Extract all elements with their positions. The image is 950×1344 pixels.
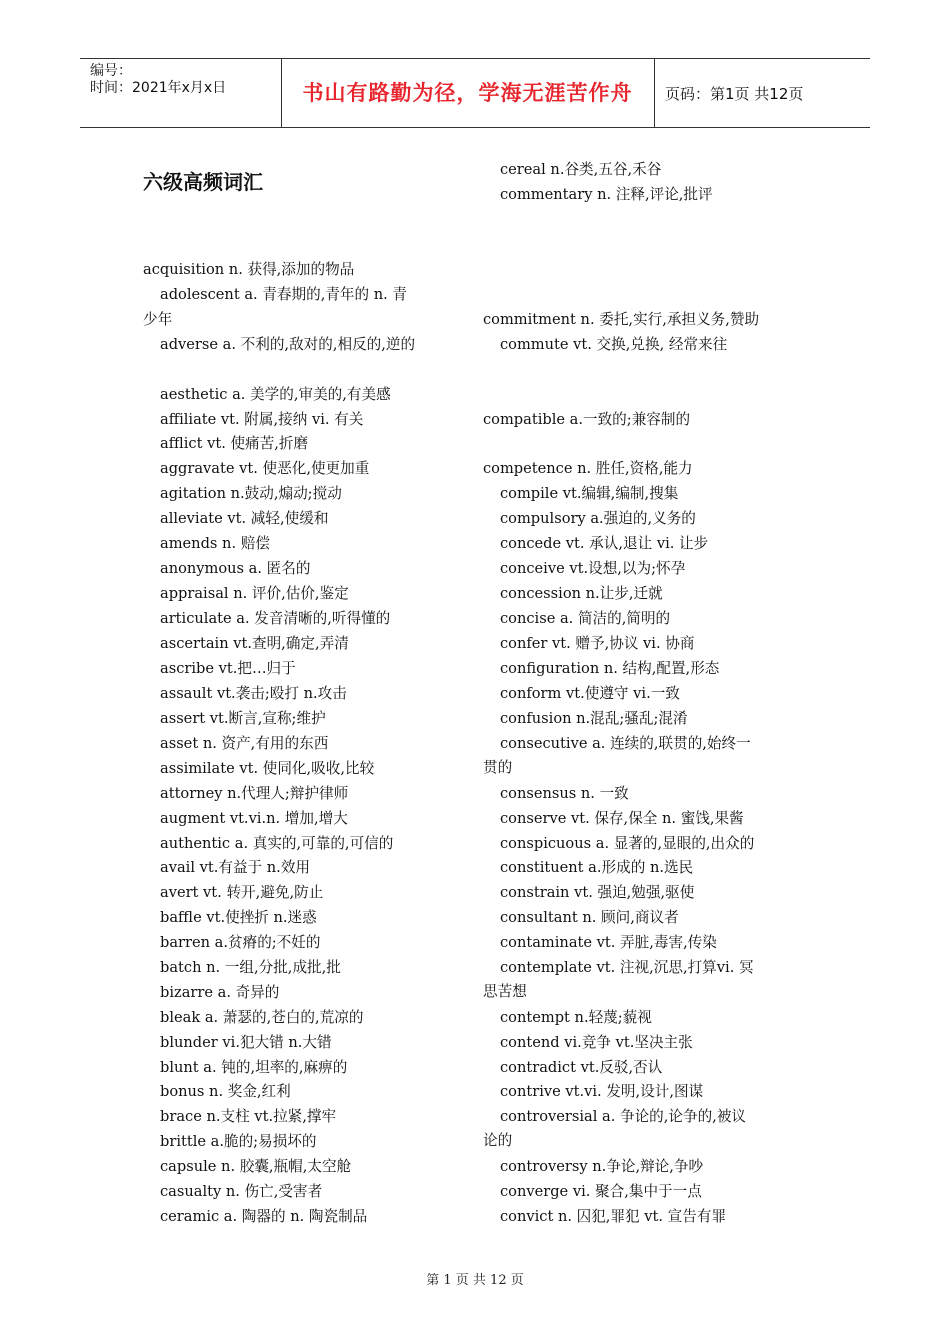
- vocab-entry: concede vt. 承认,退让 vi. 让步: [500, 535, 709, 552]
- vocab-entry: afflict vt. 使痛苦,折磨: [160, 435, 309, 452]
- vocab-entry: assault vt.袭击;殴打 n.攻击: [160, 685, 347, 702]
- vocab-entry: controversial a. 争论的,论争的,被议: [500, 1108, 747, 1125]
- vocab-entry: convict n. 囚犯,罪犯 vt. 宣告有罪: [500, 1208, 727, 1225]
- vocab-entry: bonus n. 奖金,红利: [160, 1083, 291, 1100]
- vocab-entry: compile vt.编辑,编制,搜集: [500, 485, 679, 502]
- vocab-entry: contradict vt.反驳,否认: [500, 1059, 663, 1076]
- vocab-entry: constituent a.形成的 n.选民: [500, 859, 694, 876]
- vocab-entry: concession n.让步,迁就: [500, 585, 663, 602]
- vocab-entry: bizarre a. 奇异的: [160, 984, 280, 1001]
- vocab-entry: batch n. 一组,分批,成批,批: [160, 959, 341, 976]
- vocab-entry: competence n. 胜任,资格,能力: [483, 460, 693, 477]
- vocab-entry: contend vi.竞争 vt.坚决主张: [500, 1034, 693, 1051]
- vocab-entry: contaminate vt. 弄脏,毒害,传染: [500, 934, 717, 951]
- vocab-entry: commentary n. 注释,评论,批评: [500, 186, 713, 203]
- vocab-entry: controversy n.争论,辩论,争吵: [500, 1158, 704, 1175]
- vocab-entry: concise a. 简洁的,简明的: [500, 610, 671, 627]
- vocab-entry: conserve vt. 保存,保全 n. 蜜饯,果酱: [500, 810, 744, 827]
- header-meta: [90, 63, 226, 97]
- vocab-entry: bleak a. 萧瑟的,苍白的,荒凉的: [160, 1009, 364, 1026]
- vocab-entry: brittle a.脆的;易损坏的: [160, 1133, 317, 1150]
- header-divider: [654, 59, 655, 127]
- vocab-entry: amends n. 赔偿: [160, 535, 270, 552]
- vocab-entry: avail vt.有益于 n.效用: [160, 859, 311, 876]
- vocab-entry: conceive vt.设想,以为;怀孕: [500, 560, 686, 577]
- vocab-entry: capsule n. 胶囊,瓶帽,太空舱: [160, 1158, 352, 1175]
- vocab-entry: attorney n.代理人;辩护律师: [160, 785, 349, 802]
- vocab-entry: blunt a. 钝的,坦率的,麻痹的: [160, 1059, 348, 1076]
- vocab-entry: compatible a.一致的;兼容制的: [483, 411, 691, 428]
- vocab-entry: conform vt.使遵守 vi.一致: [500, 685, 680, 702]
- vocab-entry: ascertain vt.查明,确定,弄清: [160, 635, 349, 652]
- vocab-entry: 思苦想: [483, 983, 527, 1000]
- vocab-entry: barren a.贫瘠的;不妊的: [160, 934, 321, 951]
- vocab-entry: conspicuous a. 显著的,显眼的,出众的: [500, 835, 755, 852]
- page-title: 六级高频词汇: [143, 170, 263, 194]
- vocab-entry: adverse a. 不利的,敌对的,相反的,逆的: [160, 336, 416, 353]
- vocab-entry: 论的: [483, 1132, 513, 1149]
- vocab-entry: contempt n.轻蔑;藐视: [500, 1009, 652, 1026]
- vocab-entry: 少年: [143, 311, 173, 328]
- vocab-entry: assert vt.断言,宣称;维护: [160, 710, 326, 727]
- vocab-entry: consensus n. 一致: [500, 785, 629, 802]
- vocab-entry: asset n. 资产,有用的东西: [160, 735, 329, 752]
- vocab-entry: aggravate vt. 使恶化,使更加重: [160, 460, 370, 477]
- vocab-entry: constrain vt. 强迫,勉强,驱使: [500, 884, 695, 901]
- header-page-info: 页码：第1页 共12页: [665, 85, 804, 103]
- vocab-entry: compulsory a.强迫的,义务的: [500, 510, 696, 527]
- page-header: [80, 58, 870, 128]
- header-number-label: 编号：: [90, 63, 132, 79]
- vocab-entry: converge vi. 聚合,集中于一点: [500, 1183, 702, 1200]
- vocab-entry: cereal n.谷类,五谷,禾谷: [500, 161, 662, 178]
- vocab-entry: authentic a. 真实的,可靠的,可信的: [160, 835, 394, 852]
- header-motto: 书山有路勤为径，学海无涯苦作舟: [302, 81, 633, 105]
- vocab-entry: appraisal n. 评价,估价,鉴定: [160, 585, 349, 602]
- vocab-entry: avert vt. 转开,避免,防止: [160, 884, 324, 901]
- vocab-entry: agitation n.鼓动,煽动;搅动: [160, 485, 342, 502]
- vocab-entry: adolescent a. 青春期的,青年的 n. 青: [160, 286, 408, 303]
- vocab-entry: contemplate vt. 注视,沉思,打算vi. 冥: [500, 959, 754, 976]
- vocab-entry: commute vt. 交换,兑换, 经常来往: [500, 336, 728, 353]
- vocab-entry: ceramic a. 陶器的 n. 陶瓷制品: [160, 1208, 368, 1225]
- vocab-entry: confer vt. 赠予,协议 vi. 协商: [500, 635, 695, 652]
- vocab-entry: configuration n. 结构,配置,形态: [500, 660, 720, 677]
- vocab-entry: contrive vt.vi. 发明,设计,图谋: [500, 1083, 704, 1100]
- vocab-entry: consultant n. 顾问,商议者: [500, 909, 679, 926]
- page-footer: 第 1 页 共 12 页: [426, 1273, 524, 1288]
- vocab-entry: acquisition n. 获得,添加的物品: [143, 261, 355, 278]
- vocab-entry: articulate a. 发音清晰的,听得懂的: [160, 610, 391, 627]
- vocab-entry: consecutive a. 连续的,联贯的,始终一: [500, 735, 751, 752]
- vocab-entry: alleviate vt. 减轻,使缓和: [160, 510, 329, 527]
- vocab-entry: assimilate vt. 使同化,吸收,比较: [160, 760, 375, 777]
- vocab-entry: augment vt.vi.n. 增加,增大: [160, 810, 348, 827]
- vocab-entry: confusion n.混乱;骚乱;混淆: [500, 710, 688, 727]
- vocab-entry: affiliate vt. 附属,接纳 vi. 有关: [160, 411, 364, 428]
- vocab-entry: ascribe vt.把…归于: [160, 660, 296, 677]
- vocab-entry: aesthetic a. 美学的,审美的,有美感: [160, 386, 391, 403]
- header-time-label: 时间：2021年x月x日: [90, 80, 227, 96]
- vocab-entry: casualty n. 伤亡,受害者: [160, 1183, 323, 1200]
- vocab-entry: blunder vi.犯大错 n.大错: [160, 1034, 332, 1051]
- vocab-entry: anonymous a. 匿名的: [160, 560, 311, 577]
- vocab-entry: commitment n. 委托,实行,承担义务,赞助: [483, 311, 760, 328]
- vocab-entry: brace n.支柱 vt.拉紧,撑牢: [160, 1108, 337, 1125]
- vocab-entry: 贯的: [483, 759, 513, 776]
- vocab-entry: baffle vt.使挫折 n.迷惑: [160, 909, 317, 926]
